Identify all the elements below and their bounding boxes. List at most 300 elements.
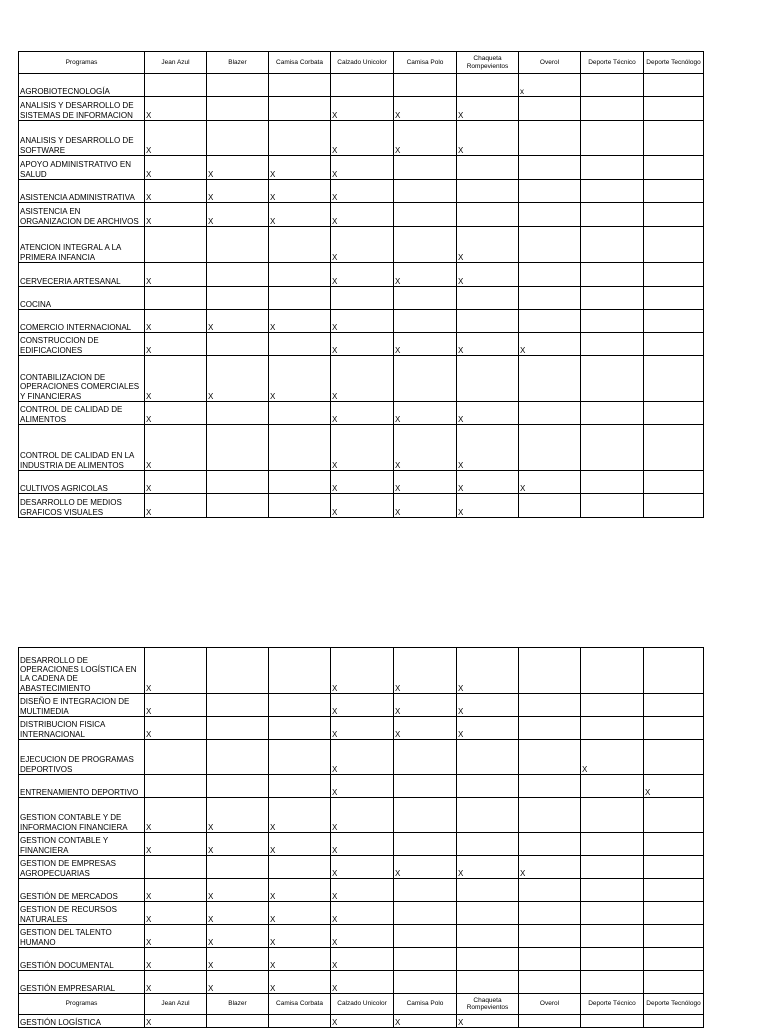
mark-cell (581, 156, 644, 180)
mark-cell: X (394, 121, 457, 156)
mark-cell: X (145, 717, 207, 740)
mark-cell: X (207, 798, 269, 833)
mark-cell: X (269, 798, 331, 833)
mark-cell (644, 97, 704, 121)
table-row (19, 879, 704, 902)
table-row (19, 97, 704, 121)
mark-cell: X (331, 310, 394, 333)
mark-cell (519, 740, 581, 775)
mark-cell (644, 648, 704, 694)
mark-cell: X (269, 310, 331, 333)
table-row (19, 227, 704, 263)
mark-cell (394, 948, 457, 971)
mark-cell (394, 740, 457, 775)
mark-cell: X (331, 263, 394, 287)
mark-cell (207, 425, 269, 471)
mark-cell (519, 775, 581, 798)
mark-cell (581, 356, 644, 402)
mark-cell: X (644, 775, 704, 798)
mark-cell (145, 227, 207, 263)
table-row (19, 833, 704, 856)
table-row (19, 310, 704, 333)
mark-cell (207, 227, 269, 263)
mark-cell (207, 74, 269, 97)
mark-cell: X (331, 775, 394, 798)
program-name-cell: GESTION CONTABLE Y DE INFORMACION FINANCIERA (19, 798, 145, 833)
mark-cell (581, 494, 644, 518)
mark-cell (581, 121, 644, 156)
program-name-cell: GESTION DE EMPRESAS AGROPECUARIAS (19, 856, 145, 879)
mark-cell: X (145, 833, 207, 856)
mark-cell: X (269, 948, 331, 971)
mark-cell (519, 425, 581, 471)
mark-cell: X (207, 833, 269, 856)
mark-cell (644, 74, 704, 97)
header-row (19, 994, 704, 1015)
mark-cell (269, 263, 331, 287)
mark-cell (644, 1015, 704, 1028)
mark-cell (519, 310, 581, 333)
mark-cell: X (331, 180, 394, 203)
mark-cell: X (331, 948, 394, 971)
mark-cell: X (331, 333, 394, 356)
mark-cell: X (207, 948, 269, 971)
mark-cell: X (457, 263, 519, 287)
mark-cell: X (145, 203, 207, 227)
table-row (19, 425, 704, 471)
mark-cell (269, 121, 331, 156)
mark-cell (145, 74, 207, 97)
mark-cell (457, 74, 519, 97)
mark-cell (207, 494, 269, 518)
mark-cell (519, 798, 581, 833)
mark-cell (145, 740, 207, 775)
mark-cell: X (145, 648, 207, 694)
mark-cell (644, 287, 704, 310)
mark-cell (207, 471, 269, 494)
mark-cell (207, 1015, 269, 1028)
program-name-cell: ANALISIS Y DESARROLLO DE SISTEMAS DE INFORMACION (19, 97, 145, 121)
mark-cell (394, 227, 457, 263)
mark-cell (394, 798, 457, 833)
mark-cell: X (457, 97, 519, 121)
mark-cell (394, 833, 457, 856)
mark-cell (457, 925, 519, 948)
program-name-cell: ASISTENCIA ADMINISTRATIVA (19, 180, 145, 203)
mark-cell: X (145, 925, 207, 948)
mark-cell (269, 775, 331, 798)
mark-cell (581, 402, 644, 425)
mark-cell (581, 694, 644, 717)
mark-cell (644, 833, 704, 856)
mark-cell (269, 856, 331, 879)
program-name-cell: CONSTRUCCION DE EDIFICACIONES (19, 333, 145, 356)
mark-cell: X (394, 648, 457, 694)
mark-cell: X (519, 471, 581, 494)
mark-cell (394, 356, 457, 402)
mark-cell: X (331, 121, 394, 156)
mark-cell: X (457, 494, 519, 518)
mark-cell: X (145, 97, 207, 121)
mark-cell (331, 287, 394, 310)
mark-cell (519, 925, 581, 948)
mark-cell (269, 227, 331, 263)
table-row (19, 287, 704, 310)
mark-cell: X (457, 402, 519, 425)
column-header: Overol (519, 52, 581, 74)
mark-cell (644, 356, 704, 402)
mark-cell (457, 902, 519, 925)
mark-cell (644, 180, 704, 203)
mark-cell: X (457, 694, 519, 717)
mark-cell (331, 74, 394, 97)
table-row (19, 740, 704, 775)
program-name-cell: GESTIÓN DOCUMENTAL (19, 948, 145, 971)
mark-cell (644, 948, 704, 971)
mark-cell: X (145, 356, 207, 402)
mark-cell (519, 879, 581, 902)
mark-cell: X (269, 971, 331, 994)
mark-cell (269, 1015, 331, 1028)
mark-cell: X (331, 494, 394, 518)
mark-cell (581, 333, 644, 356)
mark-cell: X (394, 1015, 457, 1028)
table-row (19, 717, 704, 740)
mark-cell (519, 948, 581, 971)
table-row (19, 356, 704, 402)
mark-cell: X (331, 717, 394, 740)
column-header: Camisa Polo (394, 52, 457, 74)
mark-cell: X (145, 156, 207, 180)
table-row (19, 694, 704, 717)
column-header: Camisa Polo (394, 994, 457, 1015)
column-header: Programas (19, 994, 145, 1015)
mark-cell: X (145, 948, 207, 971)
mark-cell: X (269, 180, 331, 203)
mark-cell (269, 74, 331, 97)
program-name-cell: APOYO ADMINISTRATIVO EN SALUD (19, 156, 145, 180)
table-row (19, 263, 704, 287)
mark-cell (457, 775, 519, 798)
table-row (19, 156, 704, 180)
mark-cell: X (394, 333, 457, 356)
mark-cell (581, 971, 644, 994)
mark-cell (519, 902, 581, 925)
mark-cell (519, 402, 581, 425)
program-name-cell: ENTRENAMIENTO DEPORTIVO (19, 775, 145, 798)
mark-cell (644, 740, 704, 775)
mark-cell: X (394, 402, 457, 425)
mark-cell: X (331, 648, 394, 694)
mark-cell: X (145, 471, 207, 494)
program-name-cell: ATENCION INTEGRAL A LA PRIMERA INFANCIA (19, 227, 145, 263)
mark-cell: X (269, 203, 331, 227)
mark-cell: X (269, 879, 331, 902)
column-header: Blazer (207, 52, 269, 74)
mark-cell: X (207, 971, 269, 994)
mark-cell: X (145, 494, 207, 518)
mark-cell (394, 925, 457, 948)
mark-cell (519, 287, 581, 310)
mark-cell: X (145, 121, 207, 156)
mark-cell (581, 74, 644, 97)
mark-cell (581, 717, 644, 740)
mark-cell: X (331, 471, 394, 494)
column-header: Jean Azul (145, 52, 207, 74)
mark-cell (644, 156, 704, 180)
mark-cell (644, 310, 704, 333)
mark-cell: X (331, 356, 394, 402)
mark-cell: X (519, 856, 581, 879)
program-name-cell: DISTRIBUCION FISICA INTERNACIONAL (19, 717, 145, 740)
program-name-cell: CONTROL DE CALIDAD DE ALIMENTOS (19, 402, 145, 425)
mark-cell (581, 310, 644, 333)
table-row (19, 925, 704, 948)
mark-cell: X (394, 97, 457, 121)
mark-cell: X (207, 310, 269, 333)
column-header: Deporte Tecnólogo (644, 994, 704, 1015)
mark-cell (581, 1015, 644, 1028)
mark-cell: X (145, 879, 207, 902)
mark-cell: X (519, 333, 581, 356)
mark-cell: X (207, 879, 269, 902)
mark-cell: X (457, 227, 519, 263)
mark-cell (581, 775, 644, 798)
column-header: Calzado Unicolor (331, 994, 394, 1015)
mark-cell (207, 402, 269, 425)
column-header: Camisa Corbata (269, 52, 331, 74)
program-name-cell: GESTION CONTABLE Y FINANCIERA (19, 833, 145, 856)
mark-cell (581, 227, 644, 263)
column-header: Jean Azul (145, 994, 207, 1015)
mark-cell (644, 925, 704, 948)
mark-cell (581, 180, 644, 203)
mark-cell (207, 121, 269, 156)
mark-cell: X (207, 180, 269, 203)
table-row (19, 798, 704, 833)
table-row (19, 1015, 704, 1028)
uniform-table-page2 (18, 647, 704, 1028)
mark-cell (269, 694, 331, 717)
mark-cell: x (519, 74, 581, 97)
table-row (19, 180, 704, 203)
mark-cell: X (269, 902, 331, 925)
column-header: Chaqueta Rompevientos (457, 52, 519, 74)
mark-cell: X (457, 471, 519, 494)
mark-cell (394, 287, 457, 310)
mark-cell: X (269, 925, 331, 948)
mark-cell: X (457, 856, 519, 879)
column-header: Programas (19, 52, 145, 74)
mark-cell (519, 180, 581, 203)
mark-cell (581, 798, 644, 833)
program-name-cell: DESARROLLO DE OPERACIONES LOGÍSTICA EN LA CADENA DE ABASTECIMIENTO (19, 648, 145, 694)
mark-cell (269, 471, 331, 494)
mark-cell: X (207, 356, 269, 402)
mark-cell (581, 879, 644, 902)
column-header: Chaqueta Rompevientos (457, 994, 519, 1015)
mark-cell (394, 74, 457, 97)
table-row (19, 902, 704, 925)
mark-cell: X (207, 156, 269, 180)
mark-cell (644, 471, 704, 494)
mark-cell: X (394, 425, 457, 471)
mark-cell: X (457, 121, 519, 156)
mark-cell: X (331, 902, 394, 925)
program-name-cell: CERVECERIA ARTESANAL (19, 263, 145, 287)
mark-cell (519, 97, 581, 121)
mark-cell (519, 717, 581, 740)
mark-cell: X (207, 203, 269, 227)
mark-cell: X (145, 402, 207, 425)
mark-cell: X (331, 203, 394, 227)
mark-cell (269, 717, 331, 740)
mark-cell (644, 798, 704, 833)
mark-cell (457, 948, 519, 971)
mark-cell: X (331, 425, 394, 471)
mark-cell (644, 971, 704, 994)
mark-cell: X (331, 833, 394, 856)
mark-cell (644, 494, 704, 518)
mark-cell (519, 1015, 581, 1028)
mark-cell (581, 425, 644, 471)
mark-cell (644, 879, 704, 902)
mark-cell (207, 717, 269, 740)
mark-cell: X (145, 333, 207, 356)
program-name-cell: AGROBIOTECNOLOGÍA (19, 74, 145, 97)
mark-cell (457, 356, 519, 402)
table-row (19, 203, 704, 227)
mark-cell: X (394, 856, 457, 879)
mark-cell (207, 648, 269, 694)
program-name-cell: DESARROLLO DE MEDIOS GRAFICOS VISUALES (19, 494, 145, 518)
mark-cell (207, 263, 269, 287)
column-header: Calzado Unicolor (331, 52, 394, 74)
mark-cell: X (394, 494, 457, 518)
mark-cell (644, 203, 704, 227)
table-row (19, 775, 704, 798)
mark-cell (145, 287, 207, 310)
mark-cell (269, 402, 331, 425)
mark-cell (457, 203, 519, 227)
mark-cell: X (331, 879, 394, 902)
mark-cell (644, 425, 704, 471)
mark-cell (394, 902, 457, 925)
mark-cell (457, 833, 519, 856)
mark-cell (457, 287, 519, 310)
mark-cell: X (331, 694, 394, 717)
table-row (19, 333, 704, 356)
program-name-cell: ASISTENCIA EN ORGANIZACION DE ARCHIVOS (19, 203, 145, 227)
mark-cell (519, 494, 581, 518)
mark-cell (581, 97, 644, 121)
mark-cell (457, 798, 519, 833)
mark-cell: X (145, 798, 207, 833)
mark-cell (269, 287, 331, 310)
table-row (19, 494, 704, 518)
column-header: Deporte Técnico (581, 52, 644, 74)
mark-cell: X (145, 694, 207, 717)
table-row (19, 948, 704, 971)
mark-cell: X (145, 180, 207, 203)
mark-cell (581, 925, 644, 948)
mark-cell (581, 856, 644, 879)
mark-cell: X (331, 97, 394, 121)
mark-cell: X (457, 425, 519, 471)
program-name-cell: CULTIVOS AGRICOLAS (19, 471, 145, 494)
mark-cell (519, 971, 581, 994)
column-header: Camisa Corbata (269, 994, 331, 1015)
mark-cell (644, 121, 704, 156)
mark-cell: X (207, 925, 269, 948)
mark-cell: X (394, 717, 457, 740)
program-name-cell: ANALISIS Y DESARROLLO DE SOFTWARE (19, 121, 145, 156)
mark-cell (519, 648, 581, 694)
mark-cell (519, 203, 581, 227)
mark-cell (207, 97, 269, 121)
mark-cell (581, 948, 644, 971)
mark-cell (519, 694, 581, 717)
mark-cell (269, 333, 331, 356)
column-header: Deporte Técnico (581, 994, 644, 1015)
mark-cell: X (457, 1015, 519, 1028)
mark-cell (145, 856, 207, 879)
mark-cell (457, 879, 519, 902)
mark-cell (581, 648, 644, 694)
mark-cell: X (331, 925, 394, 948)
mark-cell (644, 717, 704, 740)
mark-cell: X (207, 902, 269, 925)
mark-cell: X (145, 902, 207, 925)
mark-cell (644, 227, 704, 263)
column-header: Overol (519, 994, 581, 1015)
program-name-cell: GESTIÓN EMPRESARIAL (19, 971, 145, 994)
header-row (19, 52, 704, 74)
program-name-cell: COMERCIO INTERNACIONAL (19, 310, 145, 333)
column-header: Deporte Tecnólogo (644, 52, 704, 74)
program-name-cell: CONTROL DE CALIDAD EN LA INDUSTRIA DE ALIMENTOS (19, 425, 145, 471)
mark-cell (519, 227, 581, 263)
mark-cell: X (457, 333, 519, 356)
mark-cell (394, 180, 457, 203)
mark-cell (519, 356, 581, 402)
mark-cell: X (145, 263, 207, 287)
mark-cell (581, 263, 644, 287)
program-name-cell: CONTABILIZACION DE OPERACIONES COMERCIALES Y FINANCIERAS (19, 356, 145, 402)
mark-cell: X (331, 856, 394, 879)
program-name-cell: COCINA (19, 287, 145, 310)
mark-cell (394, 310, 457, 333)
mark-cell (269, 97, 331, 121)
mark-cell (519, 833, 581, 856)
program-name-cell: EJECUCION DE PROGRAMAS DEPORTIVOS (19, 740, 145, 775)
table-row (19, 856, 704, 879)
mark-cell (644, 263, 704, 287)
mark-cell (519, 156, 581, 180)
program-name-cell: GESTION DE RECURSOS NATURALES (19, 902, 145, 925)
mark-cell (269, 740, 331, 775)
uniform-table-page1 (18, 51, 704, 518)
mark-cell (394, 971, 457, 994)
mark-cell: X (457, 717, 519, 740)
mark-cell (269, 648, 331, 694)
table-row (19, 402, 704, 425)
mark-cell: X (269, 156, 331, 180)
mark-cell: X (331, 156, 394, 180)
mark-cell (394, 879, 457, 902)
mark-cell (207, 333, 269, 356)
table-row (19, 74, 704, 97)
